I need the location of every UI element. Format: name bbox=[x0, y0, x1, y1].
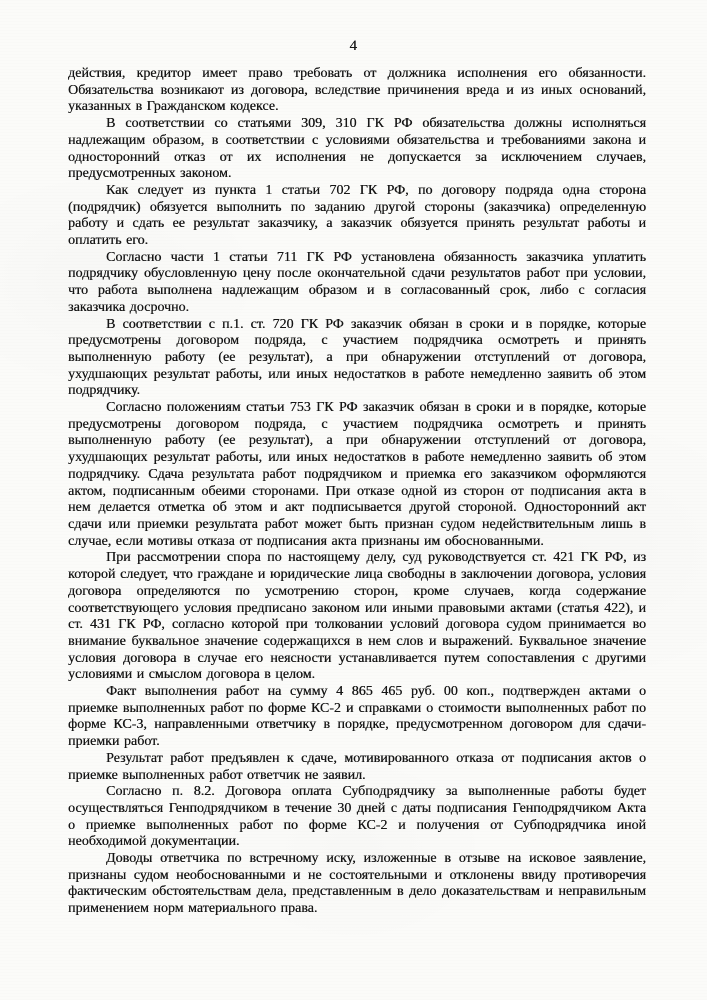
document-body bbox=[68, 66, 646, 918]
paragraph-art-720: В соответствии с п.1. ст. 720 ГК РФ заказчик обязан в сроки и в порядке, которые предусмотрены договором подряда, с участием подрядчика осмотреть и принять выполненную работу (ее результат), а при обнаружении отступлений от договора, ухудшающих результат работы, или иных недостатков в работе немедленно заявить об этом подрядчику. bbox=[68, 316, 646, 399]
paragraph-result-of-works: Результат работ предъявлен к сдаче, мотивированного отказа от подписания актов о приемке выполненных работ ответчик не заявил. bbox=[68, 750, 646, 783]
paragraph-fact-of-works: Факт выполнения работ на сумму 4 865 465 руб. 00 коп., подтвержден актами о приемке выполненных работ по форме КС-2 и справками о стоимости выполненных работ по форме КС-3, направленными ответчику в порядке, предусмотренном договором для сдачи-приемки работ. bbox=[68, 684, 646, 750]
paragraph-art-711: Согласно части 1 статьи 711 ГК РФ установлена обязанность заказчика уплатить подрядчику обусловленную цену после окончательной сдачи результатов работ при условии, что работа выполнена надлежащим образом и в согласованный срок, либо с согласия заказчика досрочно. bbox=[68, 249, 646, 315]
paragraph-art-421-431: При рассмотрении спора по настоящему делу, суд руководствуется ст. 421 ГК РФ, из которой следует, что граждане и юридические лица свободны в заключении договора, условия договора определяются по усмотрению сторон, кроме случаев, когда содержание соответствующего условия предписано законом или иными правовыми актами (статья 422), и ст. 431 ГК РФ, согласно которой при толковании условий договора судом принимается во внимание буквальное значение содержащихся в нем слов и выражений. Буквальное значение условия договора в случае его неясности устанавливается путем сопоставления с другими условиями и смыслом договора в целом. bbox=[68, 550, 646, 683]
paragraph-art-702: Как следует из пункта 1 статьи 702 ГК РФ, по договору подряда одна сторона (подрядчик) обязуется выполнить по заданию другой стороны (заказчика) определенную работу и сдать ее результат заказчику, а заказчик обязуется принять результат работы и оплатить его. bbox=[68, 182, 646, 249]
paragraph-continuation: действия, кредитор имеет право требовать от должника исполнения его обязанности. Обязательства возникают из договора, вследствие причинения вреда и из иных оснований, указанных в Гражданском кодексе. bbox=[68, 66, 646, 115]
page-number: 4 bbox=[349, 38, 358, 54]
paragraph-art-753: Согласно положениям статьи 753 ГК РФ заказчик обязан в сроки и в порядке, которые предусмотрены договором подряда, с участием подрядчика осмотреть и принять выполненную работу (ее результат), а при обнаружении отступлений от договора, ухудшающих результат работы, или иных недостатков в работе немедленно заявить об этом подрядчику. Сдача результата работ подрядчиком и приемка его заказчиком оформляются актом, подписанным обеими сторонами. При отказе одной из сторон от подписания акта в нем делается отметка об этом и акт подписывается другой стороной. Односторонний акт сдачи или приемки результата работ может быть признан судом недействительным лишь в случае, если мотивы отказа от подписания акта признаны им обоснованными. bbox=[68, 400, 646, 549]
paragraph-clause-8-2: Согласно п. 8.2. Договора оплата Субподрядчику за выполненные работы будет осуществляться Генподрядчиком в течение 30 дней с даты подписания Генподрядчиком Акта о приемке выполненных работ по форме КС-2 и получения от Субподрядчика иной необходимой документации. bbox=[68, 784, 646, 850]
paragraph-art-309-310: В соответствии со статьями 309, 310 ГК РФ обязательства должны исполняться надлежащим образом, в соответствии с условиями обязательства и требованиями закона и односторонний отказ от их исполнения не допускается за исключением случаев, предусмотренных законом. bbox=[68, 116, 646, 182]
paragraph-defendant-arguments: Доводы ответчика по встречному иску, изложенные в отзыве на исковое заявление, признаны судом необоснованными и не состоятельными и отклонены ввиду противоречия фактическим обстоятельствам дела, представленным в дело доказательствам и неправильным применением норм материального права. bbox=[68, 851, 646, 917]
